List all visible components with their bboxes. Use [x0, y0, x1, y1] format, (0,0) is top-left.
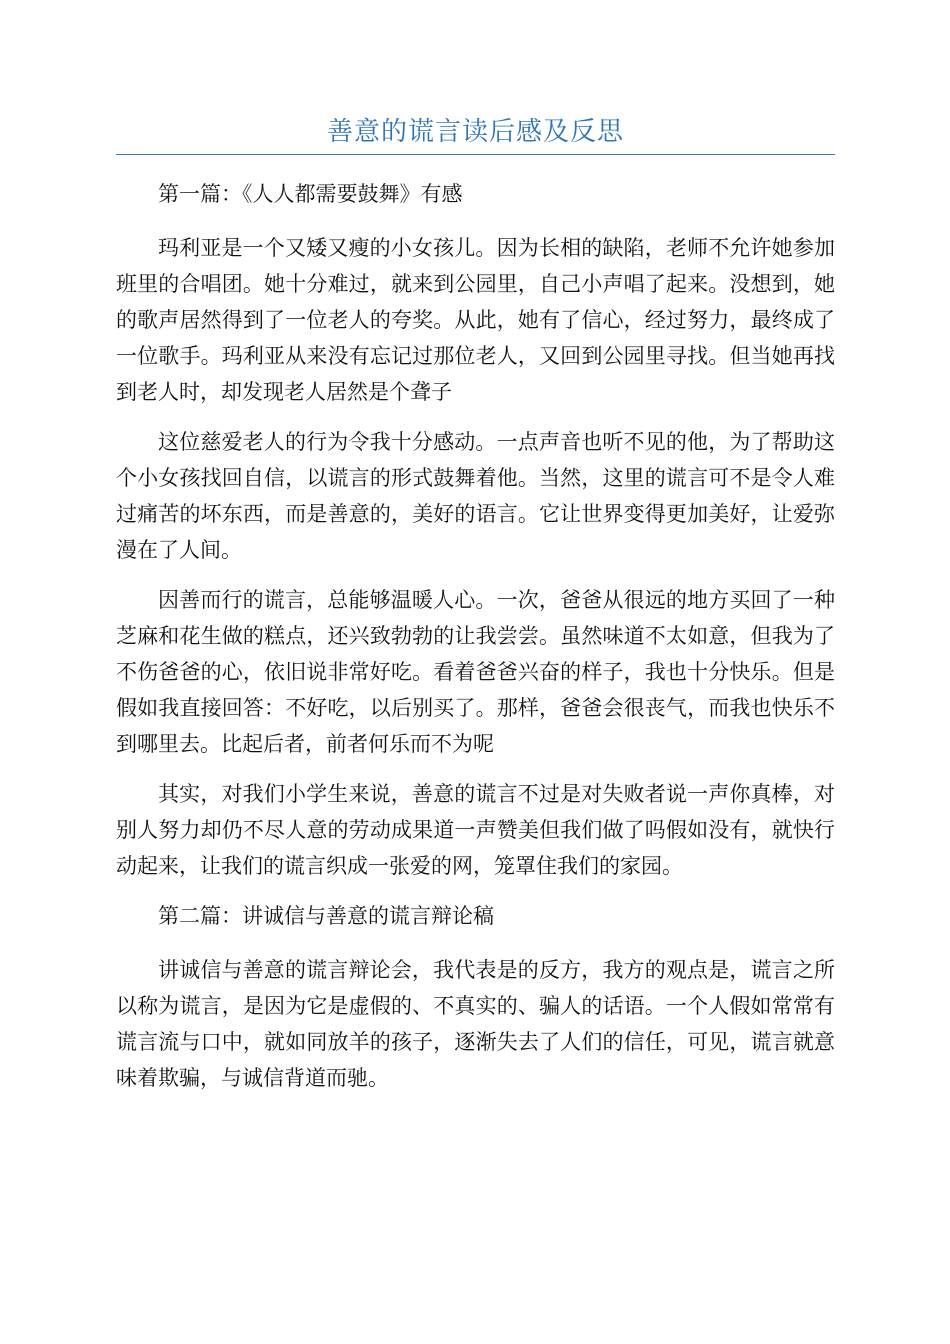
- paragraph: 其实，对我们小学生来说，善意的谎言不过是对失败者说一声你真棒，对别人努力却仍不尽人意的劳动成果道一声赞美但我们做了吗假如没有，就快行动起来，让我们的谎言织成一张爱的网，笼罩住我们的家园。: [116, 782, 835, 878]
- paragraph: 玛利亚是一个又矮又瘦的小女孩儿。因为长相的缺陷，老师不允许她参加班里的合唱团。她十分难过，就来到公园里，自己小声唱了起来。没想到，她的歌声居然得到了一位老人的夸奖。从此，她有了信心，经过努力，最终成了一位歌手。玛利亚从来没有忘记过那位老人，又回到公园里寻找。但当她再找到老人时，却发现老人居然是个聋子: [116, 236, 835, 404]
- paragraph: 讲诚信与善意的谎言辩论会，我代表是的反方，我方的观点是，谎言之所以称为谎言，是因为它是虚假的、不真实的、骗人的话语。一个人假如常常有谎言流与口中，就如同放羊的孩子，逐渐失去了人们的信任，可见，谎言就意味着欺骗，与诚信背道而驰。: [116, 958, 835, 1090]
- paragraph: 因善而行的谎言，总能够温暖人心。一次，爸爸从很远的地方买回了一种芝麻和花生做的糕点，还兴致勃勃的让我尝尝。虽然味道不太如意，但我为了不伤爸爸的心，依旧说非常好吃。看着爸爸兴奋的样子，我也十分快乐。但是假如我直接回答：不好吃，以后别买了。那样，爸爸会很丧气，而我也快乐不到哪里去。比起后者，前者何乐而不为呢: [116, 588, 835, 756]
- section-heading-2: 第二篇：讲诚信与善意的谎言辩论稿: [158, 904, 494, 928]
- paragraph: 这位慈爱老人的行为令我十分感动。一点声音也听不见的他，为了帮助这个小女孩找回自信，以谎言的形式鼓舞着他。当然，这里的谎言可不是令人难过痛苦的坏东西，而是善意的，美好的语言。它让世界变得更加美好，让爱弥漫在了人间。: [116, 430, 835, 562]
- document-title: 善意的谎言读后感及反思: [326, 117, 624, 147]
- document-body: [116, 176, 835, 1110]
- title-underline: [116, 154, 835, 155]
- section-heading-1: 第一篇：《人人都需要鼓舞》有感: [158, 182, 463, 206]
